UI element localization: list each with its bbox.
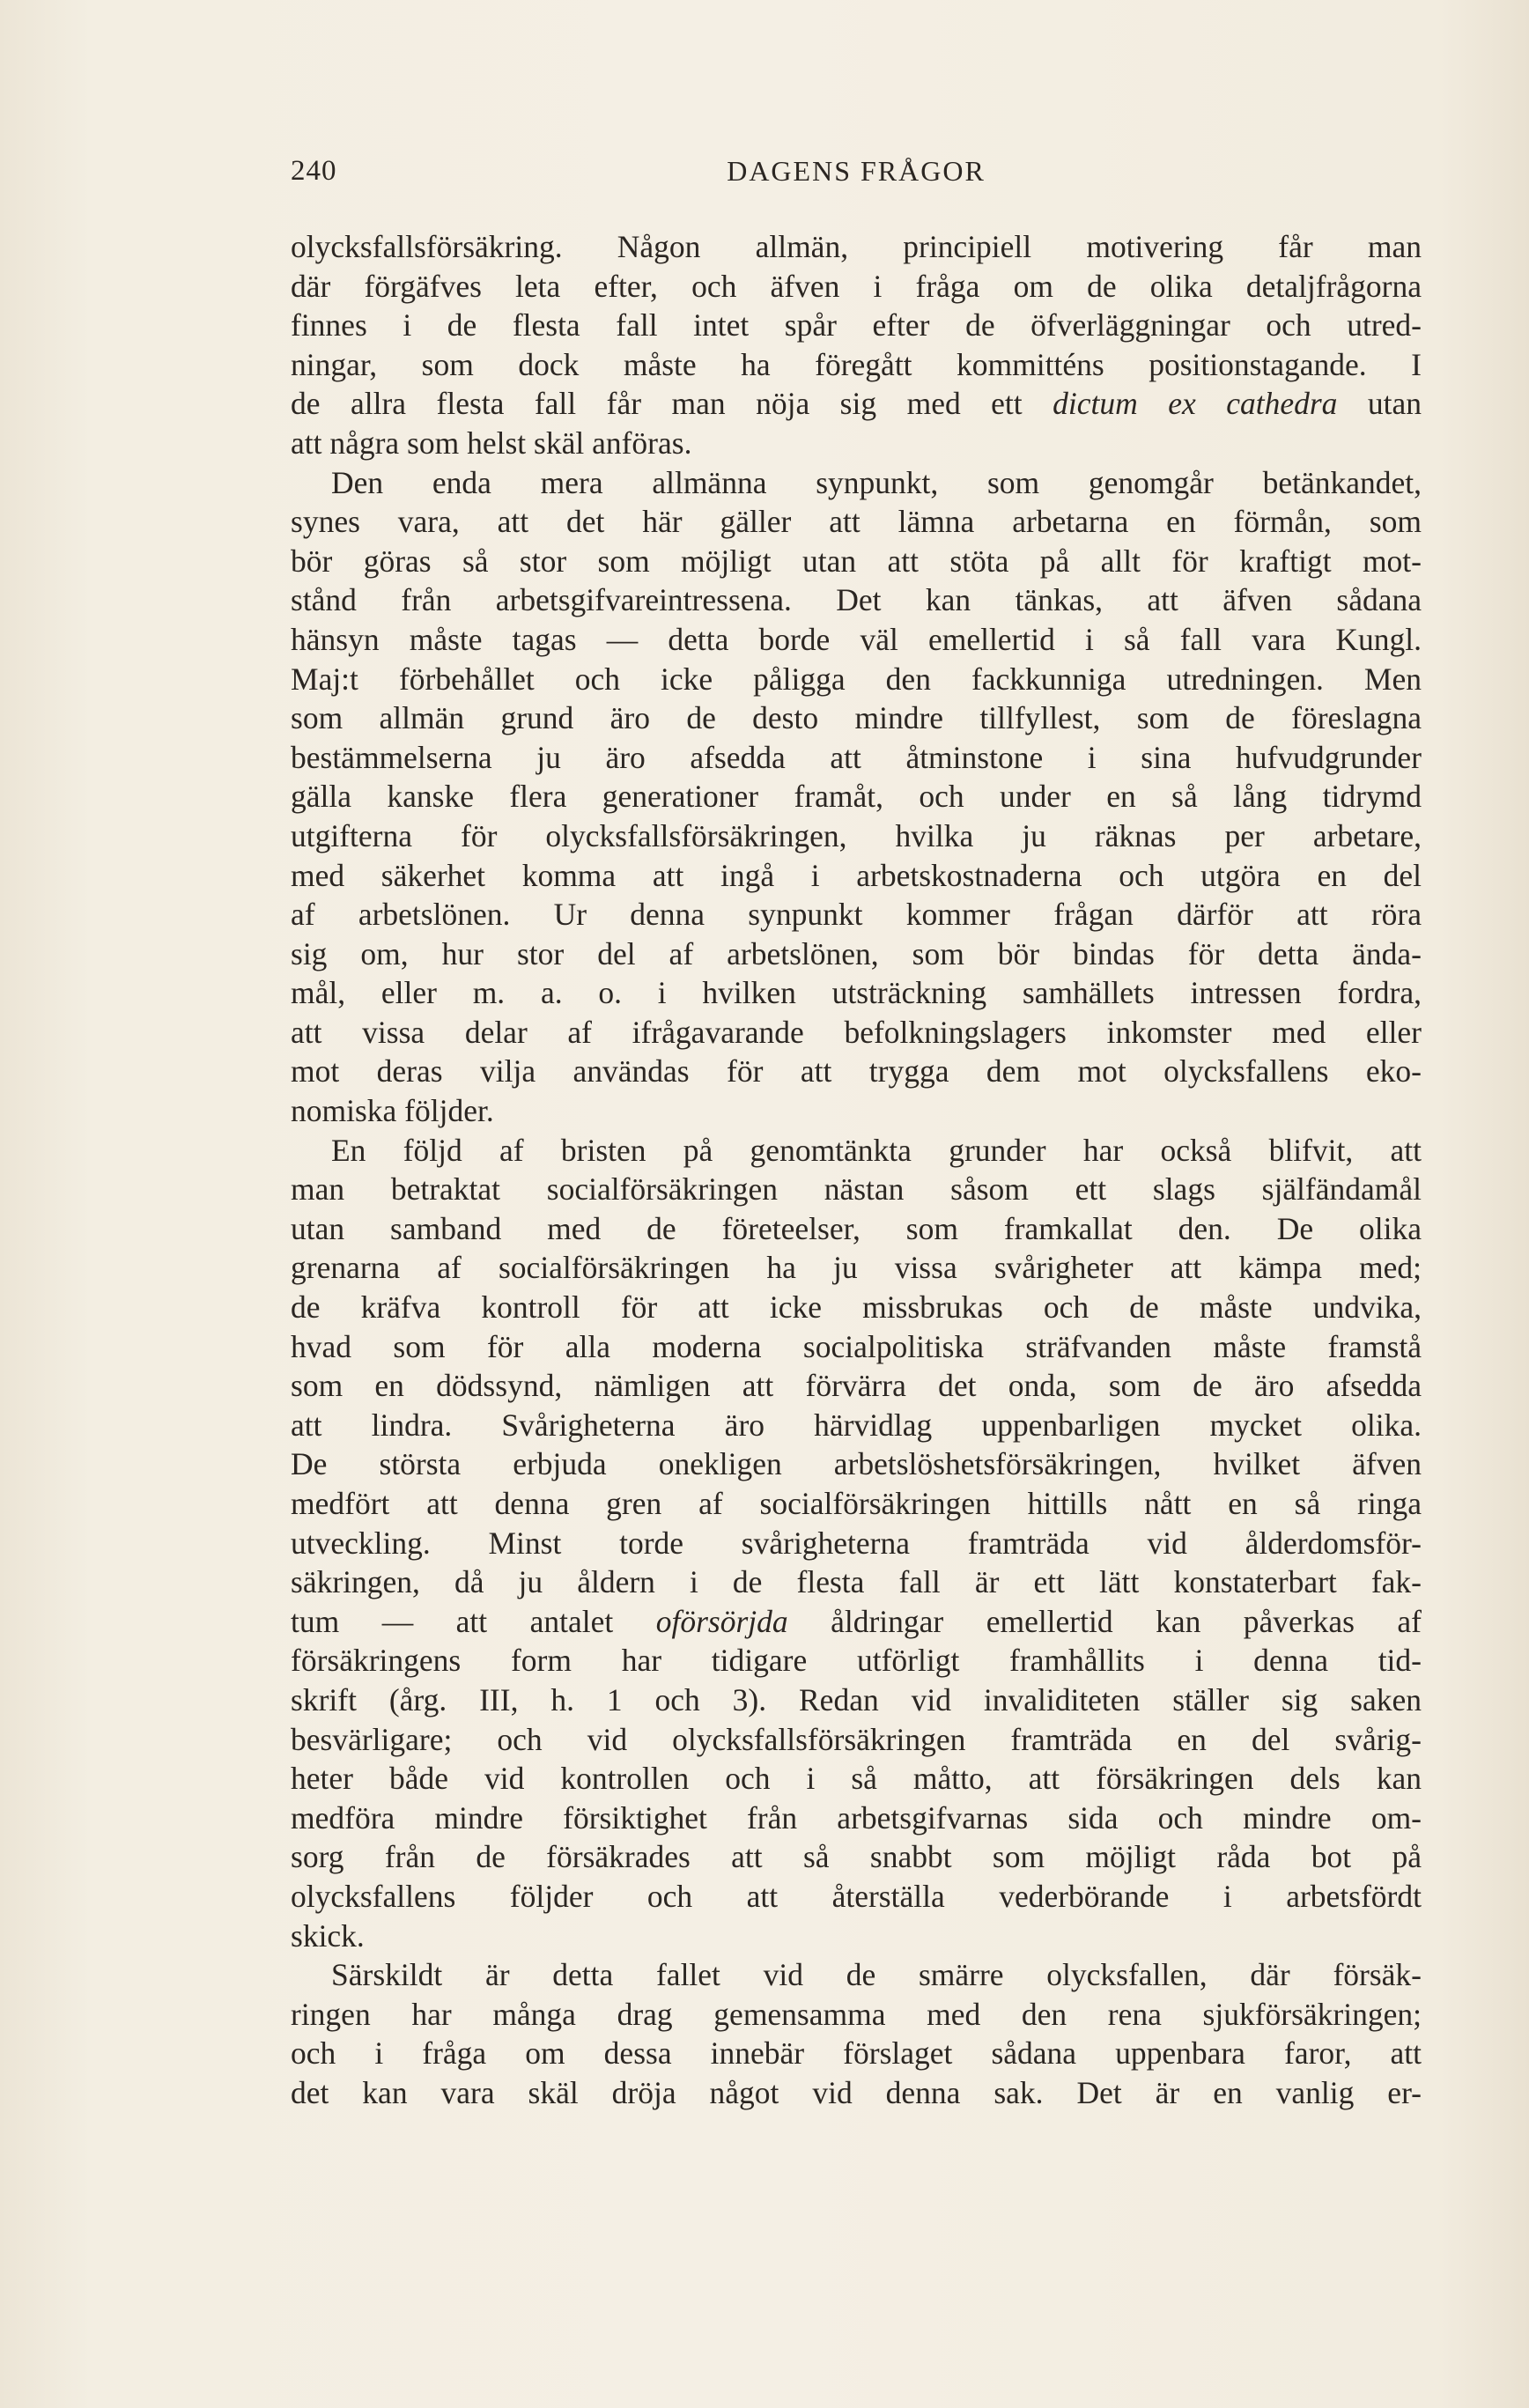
text-line: att vissa delar af ifrågavarande befolkningslagers inkomster med eller <box>291 1014 1422 1050</box>
text-line: att lindra. Svårigheterna äro härvidlag uppenbarligen mycket olika. <box>291 1407 1422 1443</box>
text-line: att några som helst skäl anföras. <box>291 425 692 461</box>
text-line <box>291 384 1422 424</box>
text-line: och i fråga om dessa innebär förslaget sådana uppenbara faror, att <box>291 2035 1422 2072</box>
text-line: af arbetslönen. Ur denna synpunkt kommer frågan därför att röra <box>291 897 1422 933</box>
text-line: bestämmelserna ju äro afsedda att åtminstone i sina hufvudgrunder <box>291 739 1422 775</box>
text-line: nomiska följder. <box>291 1093 494 1129</box>
text-line: Maj:t förbehållet och icke påligga den fackkunniga utredningen. Men <box>291 661 1422 697</box>
text-line: En följd af bristen på genomtänkta grunder har också blifvit, att <box>331 1132 1422 1168</box>
text-line: heter både vid kontrollen och i så måtto, att försäkringen dels kan <box>291 1761 1422 1797</box>
text-line: Särskildt är detta fallet vid de smärre olycksfallen, där försäk- <box>331 1957 1422 1993</box>
text-line: mål, eller m. a. o. i hvilken utsträckning samhällets intressen fordra, <box>291 975 1422 1011</box>
text-line: sig om, hur stor del af arbetslönen, som bör bindas för detta ända- <box>291 935 1422 971</box>
text-line: ningar, som dock måste ha föregått kommitténs positionstagande. I <box>291 346 1422 382</box>
text-line: det kan vara skäl dröja något vid denna sak. Det är en vanlig er- <box>291 2074 1422 2110</box>
text-line: skrift (årg. III, h. 1 och 3). Redan vid invaliditeten ställer sig saken <box>291 1681 1422 1717</box>
text-line: som en dödssynd, nämligen att förvärra det onda, som de äro afsedda <box>291 1368 1422 1404</box>
text-line: utveckling. Minst torde svårigheterna framträda vid ålderdomsför- <box>291 1525 1422 1561</box>
text-line: synes vara, att det här gäller att lämna arbetarna en förmån, som <box>291 504 1422 540</box>
italic-phrase: oförsörjda <box>655 1603 788 1639</box>
text-line: utan samband med de företeelser, som framkallat den. De olika <box>291 1210 1422 1246</box>
page-header <box>291 155 1422 197</box>
text-segment: utan <box>1367 386 1422 422</box>
text-line: de kräfva kontroll för att icke missbrukas och de måste undvika, <box>291 1289 1422 1326</box>
text-line: medfört att denna gren af socialförsäkringen hittills nått en så ringa <box>291 1486 1422 1521</box>
text-line: där förgäfves leta efter, och äfven i fråga om de olika detaljfrågorna <box>291 268 1422 304</box>
text-line: stånd från arbetsgifvareintressena. Det kan tänkas, att äfven sådana <box>291 582 1422 618</box>
text-line: besvärligare; och vid olycksfallsförsäkringen framträda en del svårig- <box>291 1721 1422 1757</box>
text-line: utgifterna för olycksfallsförsäkringen, hvilka ju räknas per arbetare, <box>291 817 1422 853</box>
text-line: hänsyn måste tagas — detta borde väl emellertid i så fall vara Kungl. <box>291 621 1422 657</box>
text-line: säkringen, då ju åldern i de flesta fall är ett lätt konstaterbart fak- <box>291 1564 1422 1600</box>
text-line: finnes i de flesta fall intet spår efter de öfverläggningar och utred- <box>291 307 1422 343</box>
text-line: mot deras vilja användas för att trygga dem mot olycksfallens eko- <box>291 1053 1422 1090</box>
text-line: Den enda mera allmänna synpunkt, som genomgår betänkandet, <box>331 464 1422 500</box>
text-line: hvad som för alla moderna socialpolitiska sträfvanden måste framstå <box>291 1328 1422 1364</box>
text-line: försäkringens form har tidigare utförligt framhållits i denna tid- <box>291 1643 1422 1679</box>
italic-phrase: dictum ex cathedra <box>1053 386 1338 422</box>
text-line: olycksfallsförsäkring. Någon allmän, principiell motivering får man <box>291 229 1422 264</box>
text-line: grenarna af socialförsäkringen ha ju vissa svårigheter att kämpa med; <box>291 1250 1422 1286</box>
text-line: bör göras så stor som möjligt utan att stöta på allt för kraftigt mot- <box>291 543 1422 579</box>
text-line: skick. <box>291 1917 365 1954</box>
text-segment: åldringar emellertid kan påverkas af <box>831 1603 1422 1639</box>
running-title: DAGENS FRÅGOR <box>727 155 986 187</box>
body-text <box>291 227 1422 2113</box>
text-line: ringen har många drag gemensamma med den rena sjukförsäkringen; <box>291 1996 1422 2032</box>
text-line: som allmän grund äro de desto mindre tillfyllest, som de föreslagna <box>291 700 1422 736</box>
page-number: 240 <box>291 155 337 187</box>
text-line: med säkerhet komma att ingå i arbetskostnaderna och utgöra en del <box>291 857 1422 893</box>
text-line <box>291 1602 1422 1642</box>
text-segment: de allra flesta fall får man nöja sig med ett <box>291 386 1023 422</box>
text-line: sorg från de försäkrades att så snabbt som möjligt råda bot på <box>291 1839 1422 1875</box>
text-line: olycksfallens följder och att återställa vederbörande i arbetsfördt <box>291 1878 1422 1914</box>
text-line: man betraktat socialförsäkringen nästan såsom ett slags själfändamål <box>291 1171 1422 1208</box>
text-line: medföra mindre försiktighet från arbetsgifvarnas sida och mindre om- <box>291 1799 1422 1836</box>
text-line: De största erbjuda onekligen arbetslöshetsförsäkringen, hvilket äfven <box>291 1446 1422 1482</box>
text-line: gälla kanske flera generationer framåt, och under en så lång tidrymd <box>291 779 1422 815</box>
text-segment: tum — att antalet <box>291 1603 614 1639</box>
